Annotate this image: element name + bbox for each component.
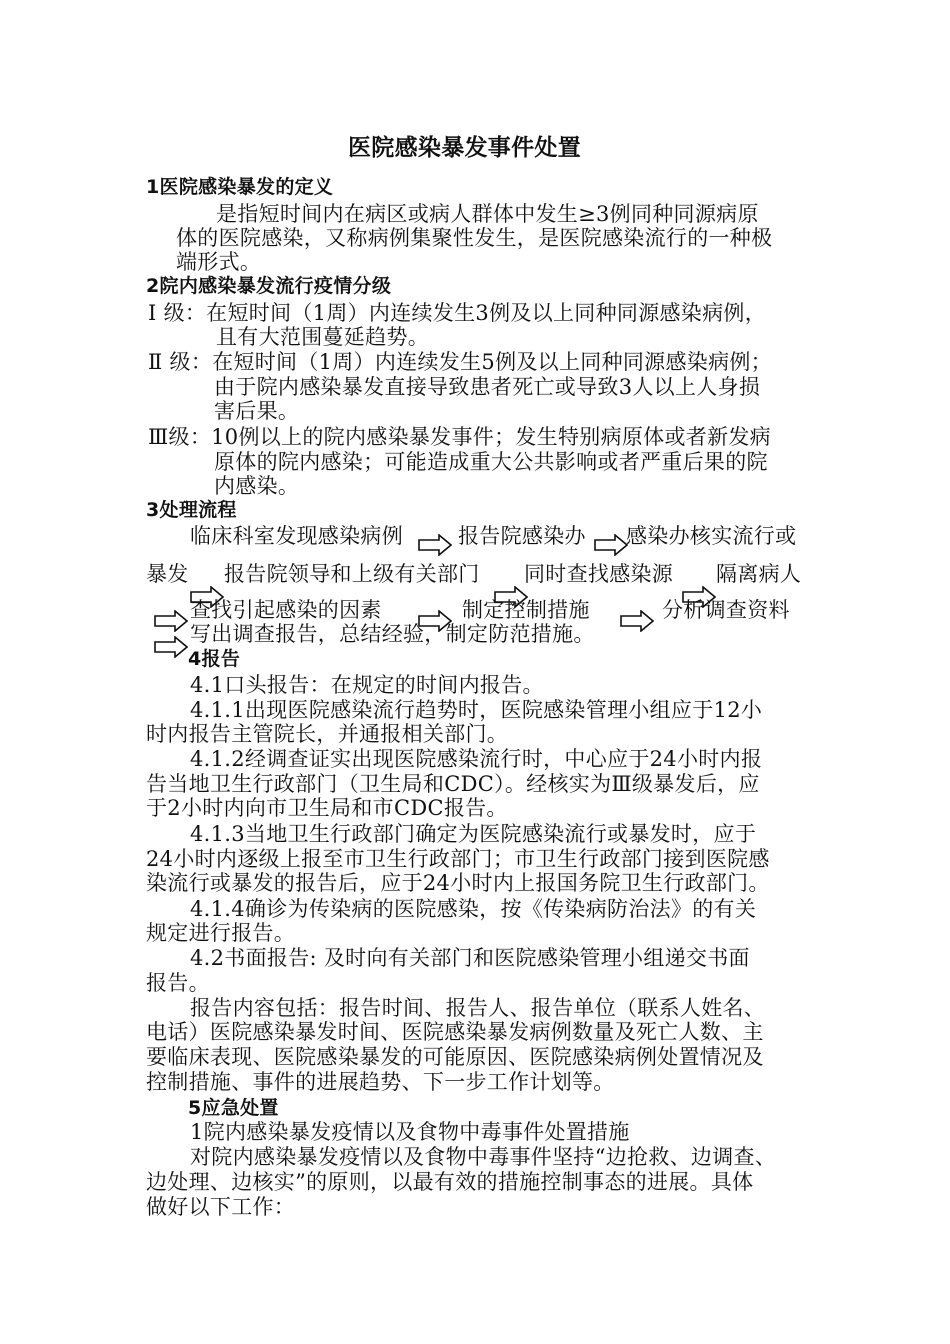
s5-line: 边处理、边核实”的原则，以最有效的措施控制事态的进展。具体: [146, 1170, 754, 1194]
flow-step: 同时查找感染源: [524, 562, 674, 586]
hollow-right-arrow-icon: [190, 586, 224, 608]
section-5-heading: 5应急处置: [188, 1097, 279, 1119]
s5-line: 做好以下工作：: [146, 1195, 296, 1219]
flow-step: 报告院感染办: [458, 524, 586, 548]
flow-step: 感染办核实流行或: [626, 524, 797, 548]
s1-line: 体的医院感染，又称病例集聚性发生，是医院感染流行的一种极: [176, 226, 773, 250]
s4-line: 24小时内逐级上报至市卫生行政部门；市卫生行政部门接到医院感: [146, 847, 770, 871]
s5-line: 对院内感染暴发疫情以及食物中毒事件坚持“边抢救、边调查、: [190, 1145, 777, 1169]
s2-line: 害后果。: [214, 399, 300, 423]
s4-line: 要临床表现、医院感染暴发的可能原因、医院感染病例处置情况及: [146, 1045, 764, 1069]
hollow-right-arrow-icon: [620, 610, 654, 632]
s4-line: 电话）医院感染暴发时间、医院感染暴发病例数量及死亡人数、主: [146, 1020, 764, 1044]
hollow-right-arrow-icon: [418, 534, 452, 556]
s4-line: 4.1.1出现医院感染流行趋势时，医院感染管理小组应于12小: [190, 698, 763, 722]
s5-line: 1院内感染暴发疫情以及食物中毒事件处置措施: [190, 1120, 630, 1144]
section-2-heading: 2院内感染暴发流行疫情分级: [146, 275, 392, 297]
s2-line: 由于院内感染暴发直接导致患者死亡或导致3人以上人身损: [214, 375, 761, 399]
s4-line: 时内报告主管院长，并通报相关部门。: [146, 722, 509, 746]
s4-line: 4.2书面报告: 及时向有关部门和医院感染管理小组递交书面: [190, 946, 750, 970]
s4-line: 控制措施、事件的进展趋势、下一步工作计划等。: [146, 1070, 615, 1094]
hollow-right-arrow-icon: [418, 610, 452, 632]
s4-line: 报告内容包括：报告时间、报告人、报告单位（联系人姓名、: [190, 996, 766, 1020]
s4-line: 4.1.2经调查证实出现医院感染流行时，中心应于24小时内报: [190, 747, 763, 771]
s4-line: 染流行或暴发的报告后，应于24小时内上报国务院卫生行政部门。: [146, 871, 770, 895]
s1-line: 端形式。: [176, 250, 262, 274]
s4-line: 于2小时内向市卫生局和市CDC报告。: [146, 796, 508, 820]
hollow-right-arrow-icon: [154, 610, 188, 632]
page-title: 医院感染暴发事件处置: [348, 135, 581, 161]
s4-line: 4.1.4确诊为传染病的医院感染，按《传染病防治法》的有关: [190, 897, 757, 921]
section-1-heading: 1医院感染暴发的定义: [146, 176, 334, 198]
s4-line: 报告。: [146, 971, 210, 995]
hollow-right-arrow-icon: [154, 636, 188, 658]
s1-line: 是指短时间内在病区或病人群体中发生≥3例同种同源病原: [216, 202, 759, 226]
s2-line: Ⅲ级：10例以上的院内感染暴发事件；发生特别病原体或者新发病: [148, 425, 771, 449]
s4-line: 4.1.3当地卫生行政部门确定为医院感染流行或暴发时，应于: [190, 822, 757, 846]
s2-line: 原体的院内感染；可能造成重大公共影响或者严重后果的院: [214, 450, 768, 474]
flow-step: 临床科室发现感染病例: [190, 524, 403, 548]
s2-line: Ⅰ 级：在短时间（1周）内连续发生3例及以上同种同源感染病例，: [148, 301, 766, 325]
s2-line: 内感染。: [214, 474, 300, 498]
hollow-right-arrow-icon: [594, 534, 628, 556]
hollow-right-arrow-icon: [494, 586, 528, 608]
flow-step: 分析调查资料: [662, 598, 790, 622]
section-3-heading: 3处理流程: [146, 499, 237, 521]
flow-step: 写出调查报告，总结经验，制定防范措施。: [190, 622, 595, 646]
flow-step: 查找引起感染的因素: [190, 598, 382, 622]
flow-step: 报告院领导和上级有关部门: [224, 562, 480, 586]
s4-line: 规定进行报告。: [146, 921, 296, 945]
s2-line: 且有大范围蔓延趋势。: [216, 325, 429, 349]
s2-line: Ⅱ 级：在短时间（1周）内连续发生5例及以上同种同源感染病例；: [148, 350, 772, 374]
hollow-right-arrow-icon: [682, 586, 716, 608]
flow-step: 制定控制措施: [462, 598, 590, 622]
flow-step: 暴发: [146, 562, 189, 586]
flow-step: 隔离病人: [716, 562, 802, 586]
s4-line: 4.1口头报告：在规定的时间内报告。: [190, 673, 544, 697]
section-4-heading: 4报告: [188, 648, 241, 670]
s4-line: 告当地卫生行政部门（卫生局和CDC）。经核实为Ⅲ级暴发后，应: [146, 772, 760, 796]
